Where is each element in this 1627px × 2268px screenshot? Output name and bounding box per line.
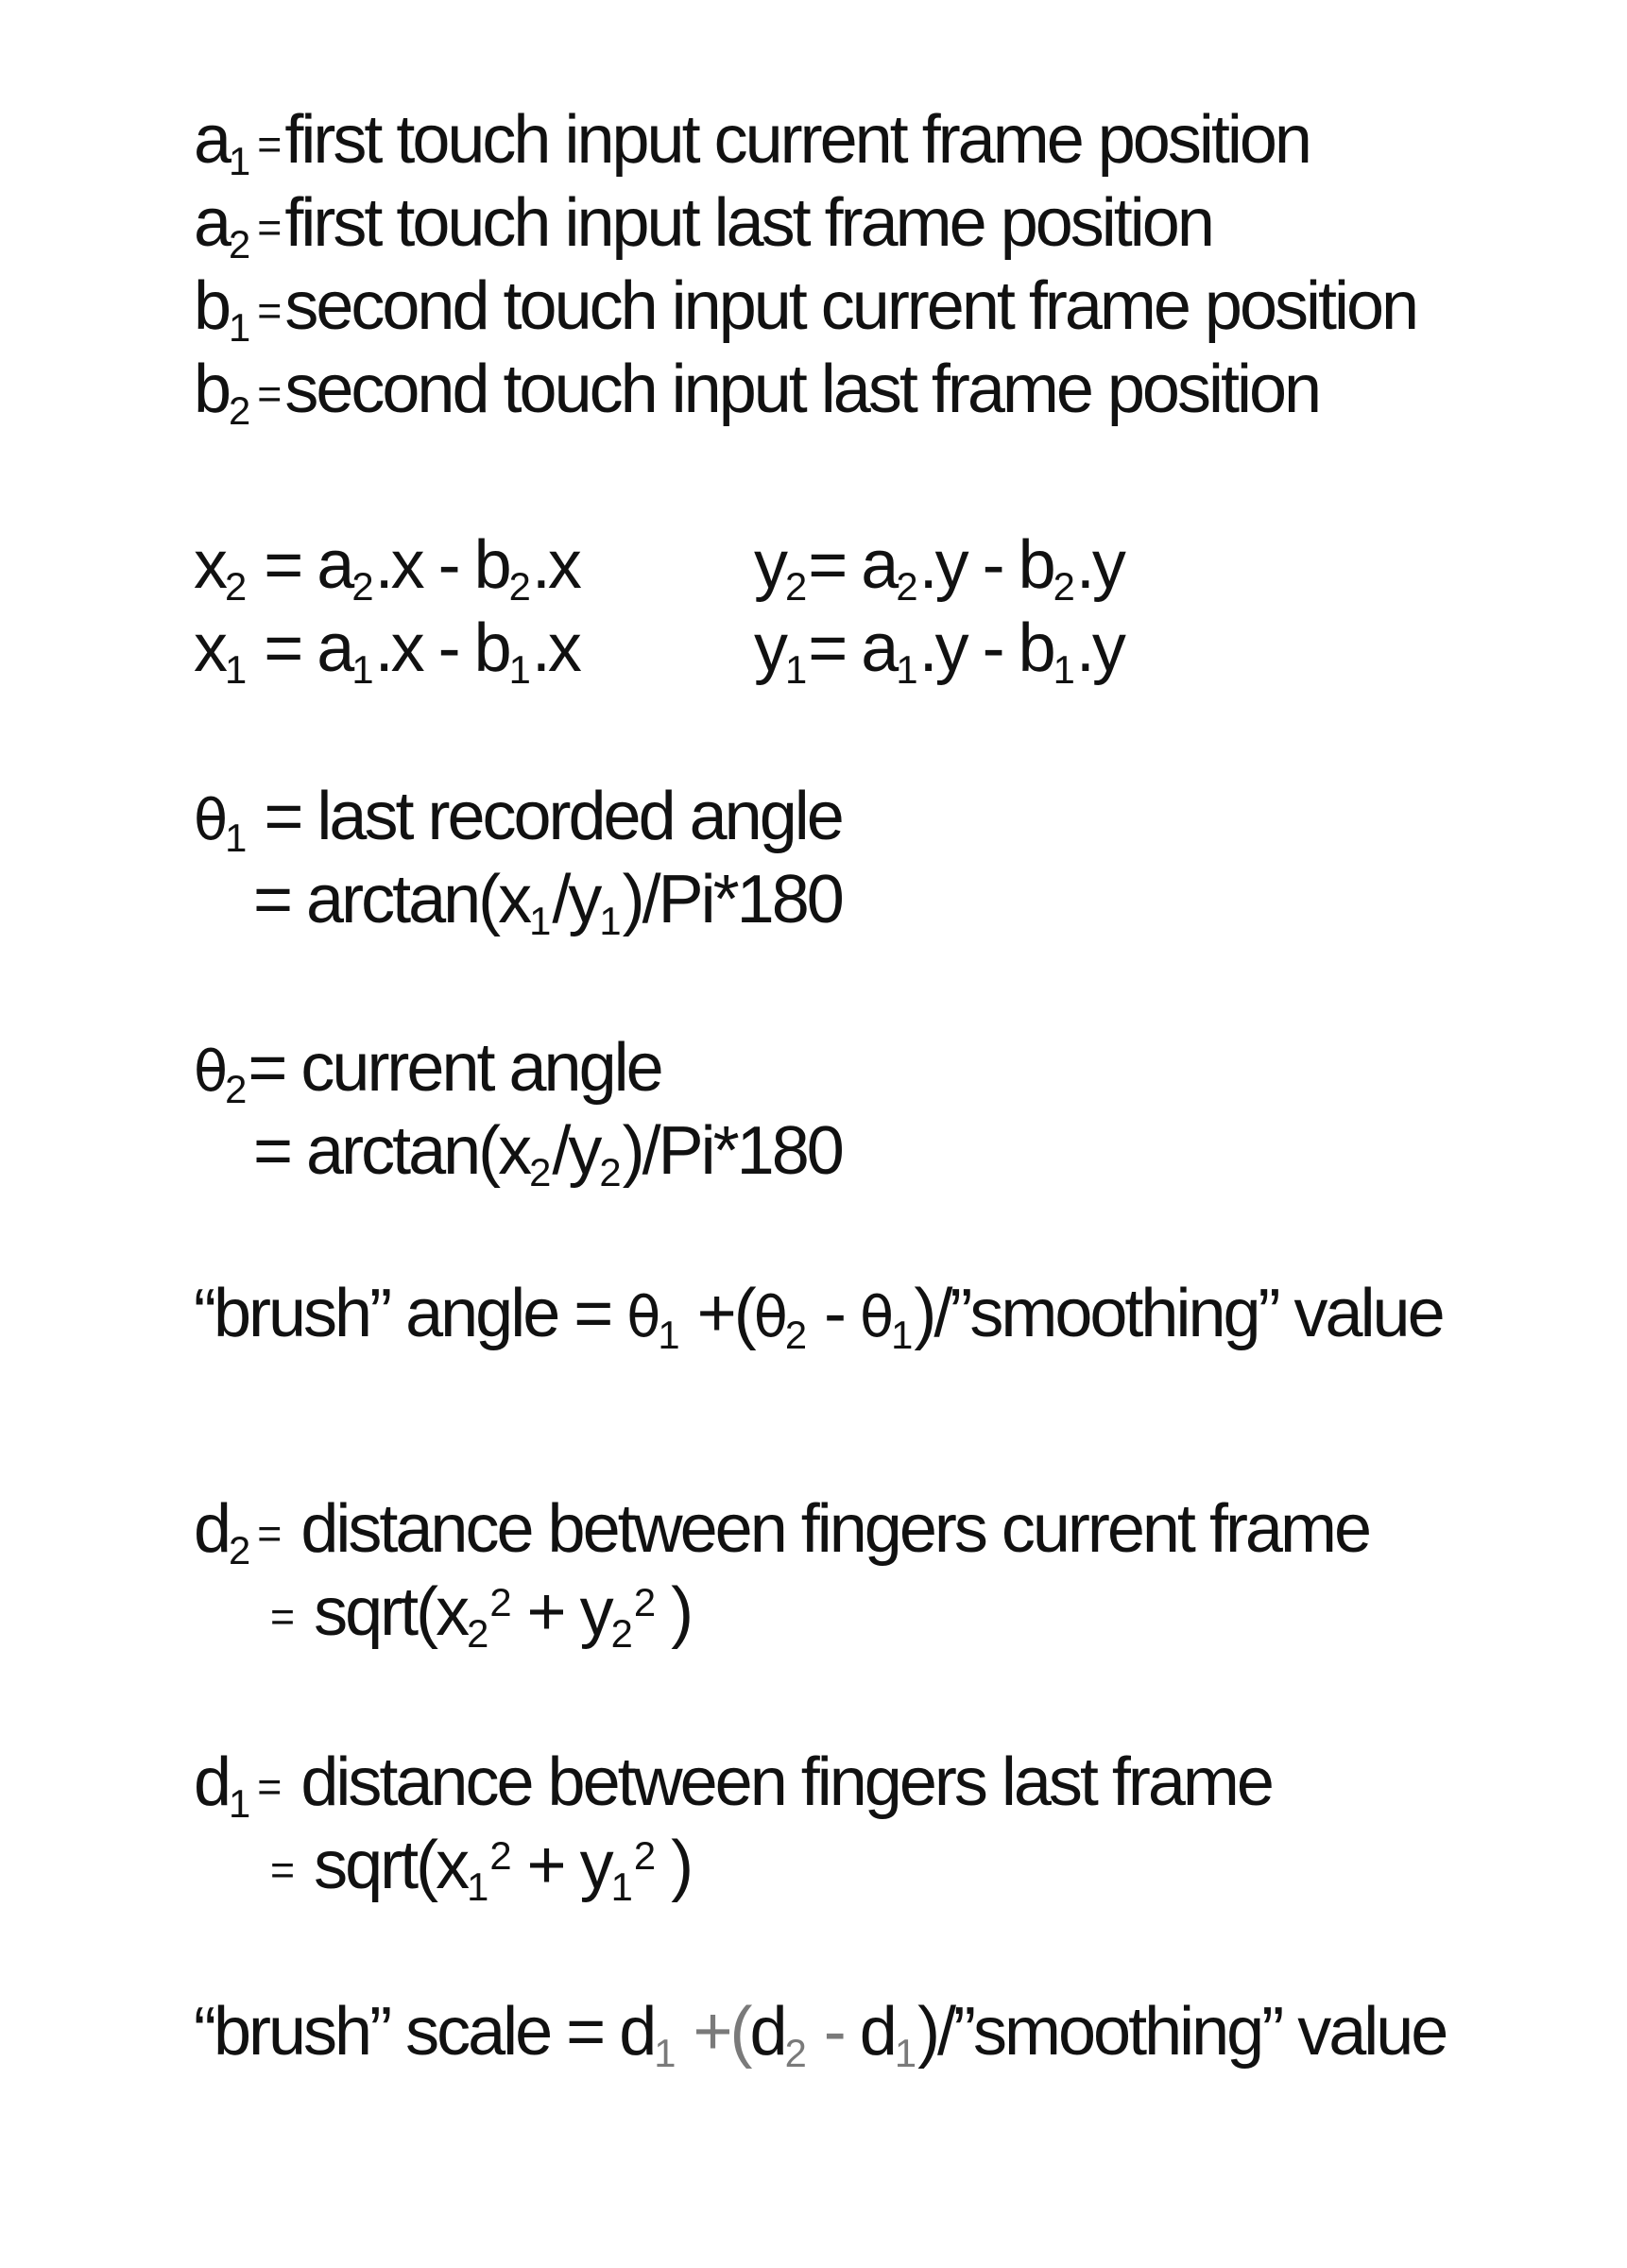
subscript: 1	[785, 647, 807, 693]
equals-sign: =	[808, 527, 862, 603]
subscript: 2	[1053, 564, 1074, 610]
formula-text: /y	[552, 1113, 600, 1189]
subscript: 2	[229, 222, 250, 267]
formula-text: )/”smoothing” value	[914, 1276, 1443, 1351]
definition-b1	[194, 268, 1417, 351]
equals-sign: =	[257, 288, 280, 335]
subscript: 2	[225, 1067, 247, 1112]
subscript: 2	[784, 2031, 806, 2076]
equals-sign: =	[270, 1847, 293, 1895]
operator: .y -	[918, 527, 1019, 603]
equation-x2	[194, 527, 579, 610]
subscript: 2	[229, 1528, 250, 1573]
d2-definition	[194, 1491, 1369, 1573]
subscript: 1	[891, 1313, 913, 1358]
subscript: 2	[529, 1150, 551, 1195]
superscript: 2	[489, 1832, 511, 1878]
subscript: 1	[229, 305, 250, 351]
formula-text: sqrt(x	[298, 1574, 468, 1650]
var-a: a	[861, 610, 897, 686]
subscript: 1	[508, 647, 530, 693]
subscript: 1	[225, 816, 247, 861]
formula-text: )/”smoothing” value	[917, 1994, 1447, 2070]
var-x: x	[194, 610, 225, 686]
subscript: 1	[896, 647, 917, 693]
equals-sign: =	[248, 610, 317, 686]
formula-text: )	[655, 1574, 692, 1650]
definition-text: second touch input current frame position	[284, 268, 1417, 344]
formula-text: + y	[510, 1574, 611, 1650]
var-d: d	[859, 1994, 895, 2070]
var-a: a	[861, 527, 897, 603]
var-a: a	[317, 527, 352, 603]
definition-b2	[194, 352, 1320, 434]
component: .y	[1075, 610, 1123, 686]
equals-sign: =	[257, 1511, 280, 1558]
var-d: d	[749, 1994, 785, 2070]
subscript: 2	[229, 388, 250, 434]
formula-text: sqrt(x	[298, 1828, 468, 1903]
equals-sign: =	[808, 610, 862, 686]
var-b: b	[194, 268, 230, 344]
equation-x1	[194, 610, 579, 693]
operator: .x -	[374, 610, 474, 686]
var-x: x	[194, 527, 225, 603]
component: .x	[531, 527, 579, 603]
formula-text: “brush” angle =	[194, 1276, 627, 1351]
theta1-formula	[253, 862, 842, 944]
subscript: 1	[658, 1313, 679, 1358]
var-a: a	[194, 102, 230, 178]
formula-text: )/Pi*180	[622, 862, 842, 937]
var-b: b	[1018, 527, 1053, 603]
subscript: 1	[529, 899, 551, 944]
theta1-definition	[194, 779, 842, 861]
d2-formula	[265, 1574, 692, 1657]
component: .x	[531, 610, 579, 686]
subscript: 2	[351, 564, 373, 610]
var-y: y	[754, 610, 785, 686]
component: .y	[1075, 527, 1123, 603]
formula-text: /y	[552, 862, 600, 937]
theta2-formula	[253, 1113, 842, 1195]
operator: -	[808, 1276, 861, 1351]
subscript: 1	[654, 2031, 676, 2076]
subscript: 2	[467, 1611, 488, 1657]
formula-text: )/Pi*180	[622, 1113, 842, 1189]
var-b: b	[473, 527, 509, 603]
operator: +(	[676, 1994, 750, 2070]
brush-angle-formula	[194, 1276, 1443, 1358]
formula-text: = arctan(x	[253, 1113, 530, 1189]
equals-sign: =	[257, 371, 280, 419]
var-b: b	[194, 352, 230, 427]
var-y: y	[754, 527, 785, 603]
subscript: 2	[508, 564, 530, 610]
subscript: 1	[894, 2031, 916, 2076]
subscript: 2	[225, 564, 247, 610]
theta-symbol: θ	[753, 1284, 785, 1349]
superscript: 2	[489, 1579, 511, 1624]
superscript: 2	[633, 1579, 656, 1624]
equals-sign: =	[270, 1594, 293, 1641]
definition-a2	[194, 185, 1212, 267]
d1-definition	[194, 1744, 1272, 1827]
formula-text: “brush” scale = d	[194, 1994, 655, 2070]
theta-symbol: θ	[194, 787, 226, 852]
subscript: 2	[896, 564, 917, 610]
subscript: 2	[785, 564, 807, 610]
var-a: a	[194, 185, 230, 261]
formula-text: = arctan(x	[253, 862, 530, 937]
subscript: 1	[225, 647, 247, 693]
var-d: d	[194, 1491, 230, 1567]
operator: -	[807, 1994, 860, 2070]
superscript: 2	[633, 1832, 656, 1878]
brush-scale-formula	[194, 1994, 1447, 2076]
var-b: b	[1018, 610, 1053, 686]
subscript: 2	[599, 1150, 621, 1195]
definition-text: first touch input last frame position	[284, 185, 1212, 261]
formula-text: )	[655, 1828, 692, 1903]
subscript: 1	[599, 899, 621, 944]
var-a: a	[317, 610, 352, 686]
definition-text: = last recorded angle	[248, 779, 842, 854]
theta-symbol: θ	[194, 1039, 226, 1104]
var-d: d	[194, 1744, 230, 1820]
operator: .x -	[374, 527, 474, 603]
subscript: 1	[1053, 647, 1074, 693]
formula-text: + y	[510, 1828, 611, 1903]
equals-sign: =	[257, 1764, 280, 1812]
var-b: b	[473, 610, 509, 686]
definition-text: distance between fingers last frame	[284, 1744, 1272, 1820]
subscript: 1	[229, 139, 250, 184]
operator: +(	[680, 1276, 754, 1351]
subscript: 2	[610, 1611, 632, 1657]
subscript: 1	[467, 1864, 488, 1910]
subscript: 1	[610, 1864, 632, 1910]
definition-text: = current angle	[248, 1030, 661, 1106]
definition-text: distance between fingers current frame	[284, 1491, 1369, 1567]
theta-symbol: θ	[626, 1284, 659, 1349]
equals-sign: =	[257, 205, 280, 252]
definition-a1	[194, 102, 1310, 184]
operator: .y -	[918, 610, 1019, 686]
d1-formula	[265, 1828, 692, 1910]
subscript: 1	[229, 1781, 250, 1827]
equation-y2	[754, 527, 1123, 610]
theta2-definition	[194, 1030, 661, 1112]
equals-sign: =	[257, 122, 280, 169]
theta-symbol: θ	[860, 1284, 892, 1349]
definition-text: first touch input current frame position	[284, 102, 1310, 178]
equation-y1	[754, 610, 1123, 693]
subscript: 2	[784, 1313, 807, 1358]
subscript: 1	[351, 647, 373, 693]
equals-sign: =	[248, 527, 317, 603]
definition-text: second touch input last frame position	[284, 352, 1320, 427]
